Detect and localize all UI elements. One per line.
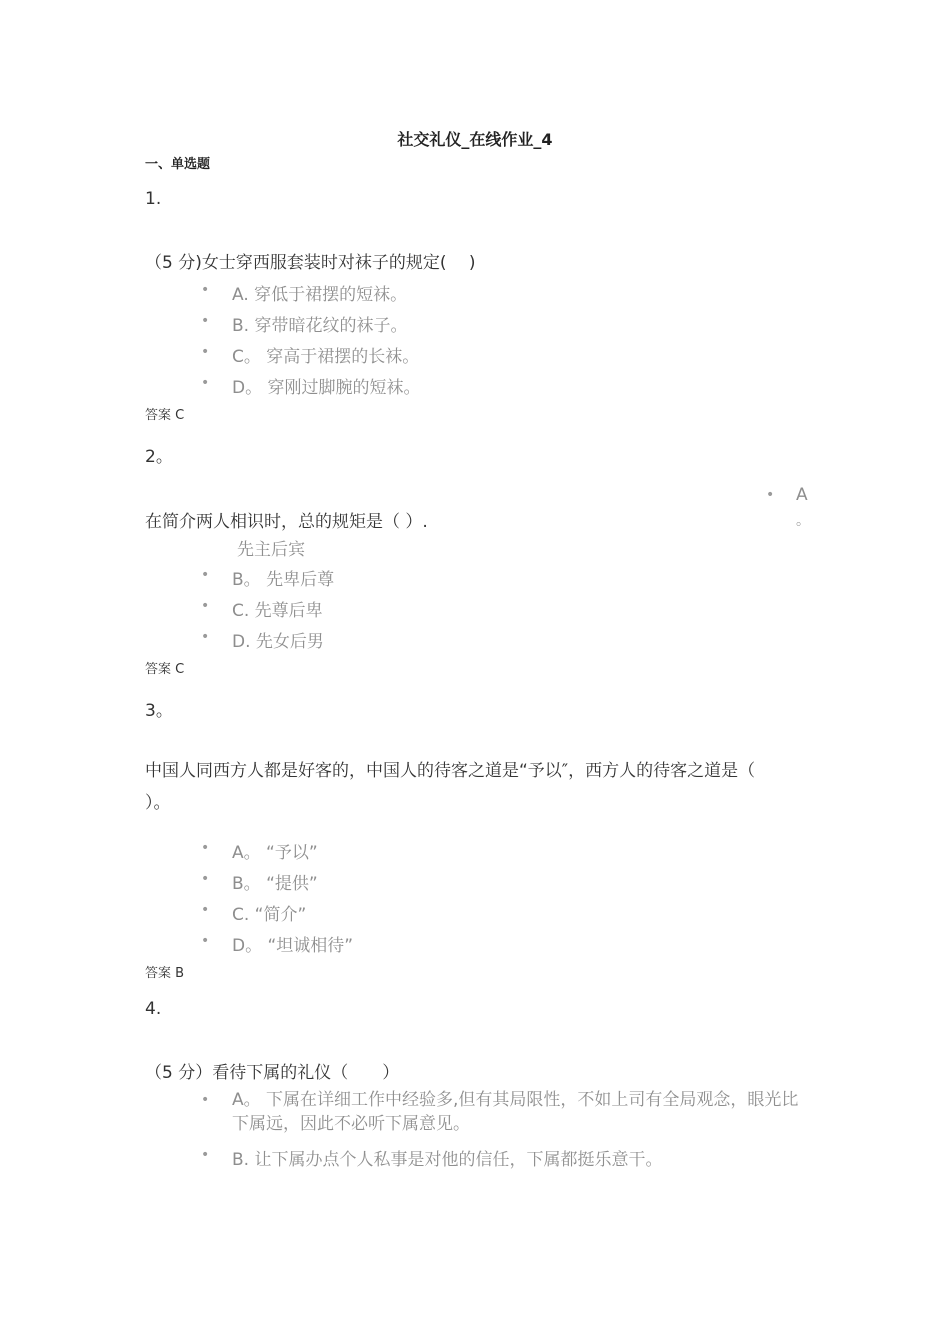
option-b[interactable]: B。 “提供” (232, 874, 318, 894)
answer-label: 答案 B (145, 966, 185, 981)
option-b[interactable]: B。 先卑后尊 (232, 570, 335, 590)
question-text: 在简介两人相识时，总的规矩是（ ）. (145, 512, 428, 532)
option-c[interactable]: C。 穿高于裙摆的长袜。 (232, 347, 420, 367)
option-a[interactable]: A。 “予以” (232, 843, 318, 863)
bullet-icon: • (201, 871, 210, 887)
bullet-icon: • (766, 487, 775, 503)
option-d[interactable]: D。 “坦诚相待” (232, 936, 354, 956)
section-heading: 一、单选题 (145, 157, 211, 172)
option-a[interactable]: A. 穿低于裙摆的短袜。 (232, 285, 408, 305)
option-c[interactable]: C. 先尊后卑 (232, 601, 323, 621)
option-d[interactable]: D。 穿刚过脚腕的短袜。 (232, 378, 421, 398)
option-c[interactable]: C. “简介” (232, 905, 307, 925)
option-a-text[interactable]: 先主后宾 (237, 540, 305, 560)
bullet-icon: • (201, 902, 210, 918)
bullet-icon: • (201, 1092, 210, 1108)
option-a[interactable]: A。 下属在详细工作中经验多,但有其局限性，不如上司有全局观念，眼光比下属远，因此不必听下属意见。 (232, 1090, 799, 1134)
page-title: 社交礼仪_在线作业_4 (397, 130, 553, 149)
option-a-letter[interactable]: A (796, 485, 808, 505)
bullet-icon: • (201, 1147, 210, 1163)
question-number: 2。 (145, 447, 173, 467)
question-text: （5 分）看待下属的礼仪（ ） (145, 1063, 400, 1083)
question-number: 4. (145, 999, 162, 1019)
bullet-icon: • (201, 629, 210, 645)
option-a-dot: 。 (796, 513, 810, 529)
bullet-icon: • (201, 282, 210, 298)
question-number: 1. (145, 189, 162, 209)
bullet-icon: • (201, 567, 210, 583)
bullet-icon: • (201, 840, 210, 856)
option-b[interactable]: B. 让下属办点个人私事是对他的信任，下属都挺乐意干。 (232, 1150, 663, 1170)
bullet-icon: • (201, 375, 210, 391)
bullet-icon: • (201, 598, 210, 614)
option-d[interactable]: D. 先女后男 (232, 632, 324, 652)
question-number: 3。 (145, 701, 173, 721)
bullet-icon: • (201, 344, 210, 360)
question-text: （5 分)女士穿西服套装时对袜子的规定( ) (145, 253, 476, 273)
question-text: 中国人同西方人都是好客的，中国人的待客之道是“予以″，西方人的待客之道是（ ）。 (145, 761, 756, 813)
option-b[interactable]: B. 穿带暗花纹的袜子。 (232, 316, 408, 336)
bullet-icon: • (201, 313, 210, 329)
bullet-icon: • (201, 933, 210, 949)
answer-label: 答案 C (145, 662, 185, 677)
answer-label: 答案 C (145, 408, 185, 423)
